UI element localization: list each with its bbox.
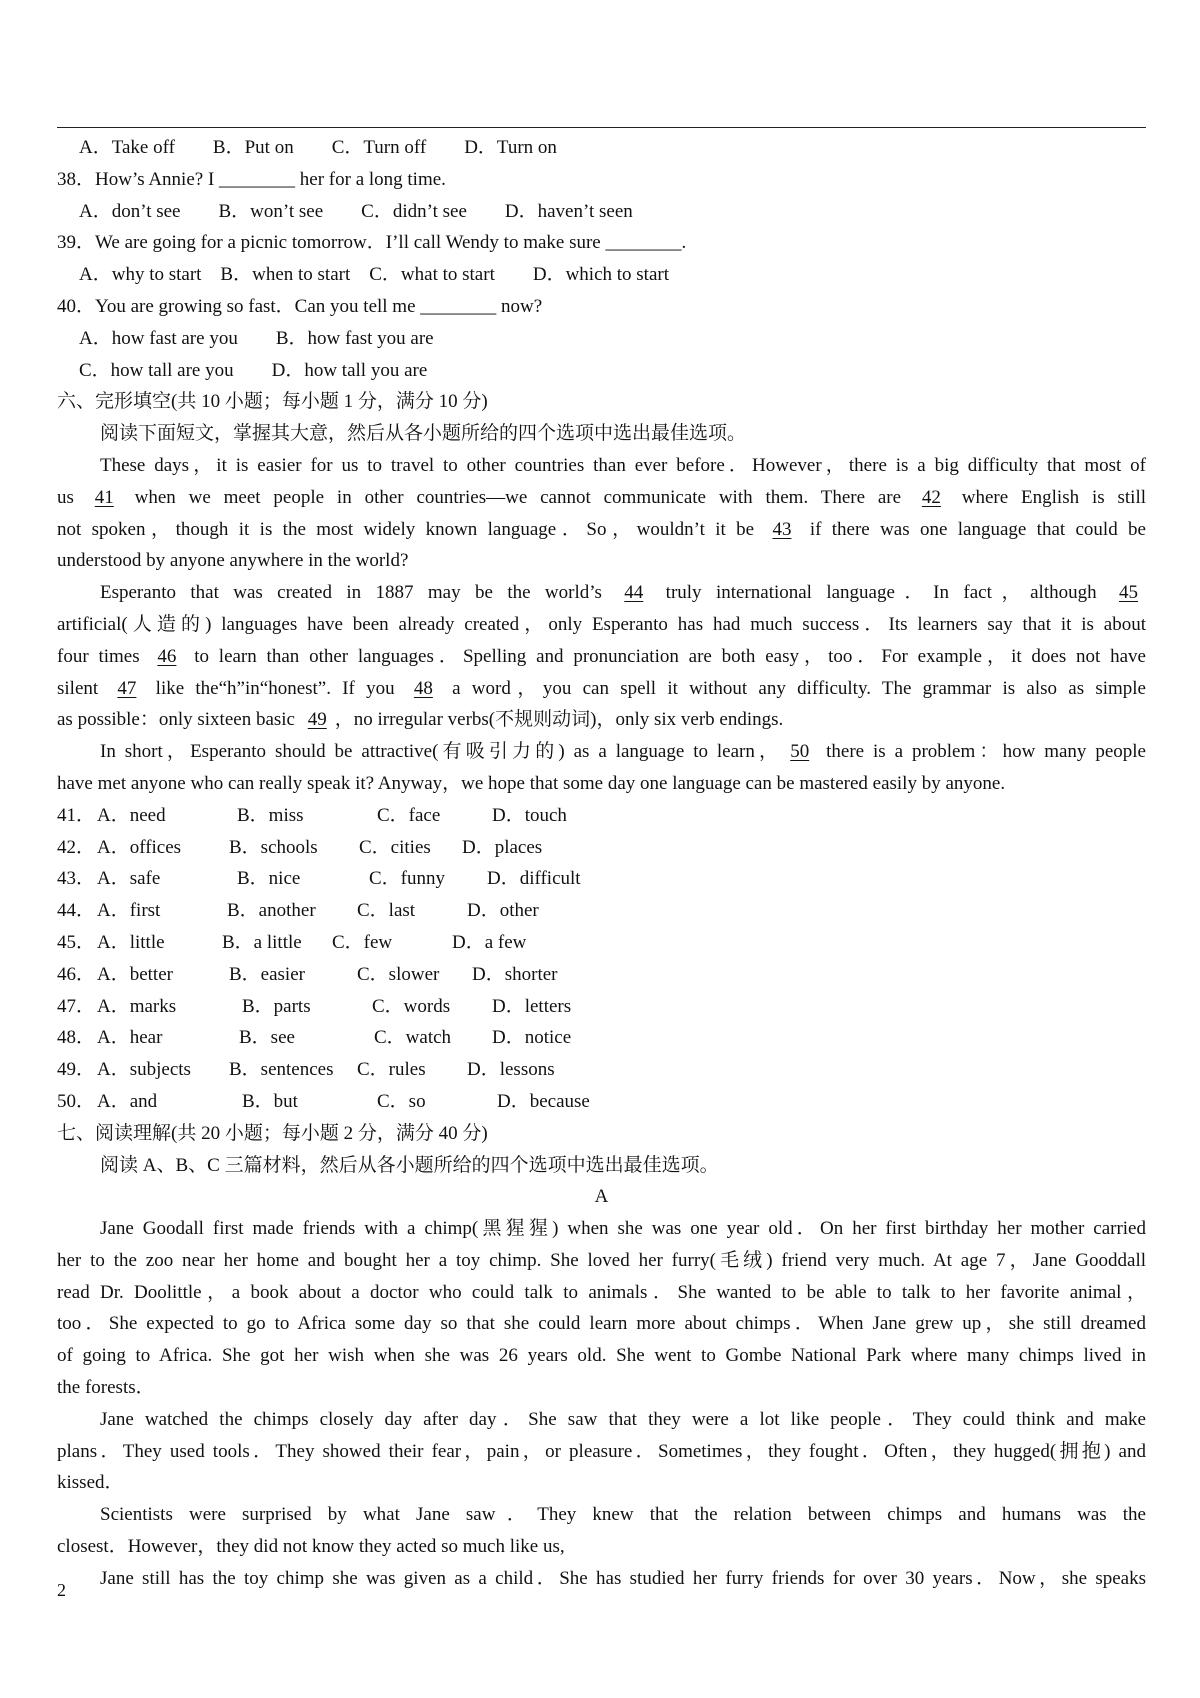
text-segment: to learn than other languages．Spelling and pronunciation are both easy，too．For example，it does not have [184,645,1146,667]
text-line [57,736,1146,768]
option-b: B．sentences [229,1059,334,1081]
cloze-option-row [57,927,1146,959]
section6-heading: 六、完形填空(共 10 小题；每小题 1 分，满分 10 分) [57,391,488,413]
option-b: B．easier [229,963,305,985]
cloze-paragraph-3 [57,736,1146,800]
option-a: A．hear [97,1027,163,1049]
option-a: A．and [97,1090,158,1112]
text-line [57,482,1146,514]
q37-options: A．Take off B．Put on C．Turn off D．Turn on [79,137,557,158]
text-segment: have met anyone who can really speak it? Anyway，we hope that some day one language can be mastered easily by anyone. [57,772,1006,794]
section6-instruction: 阅读下面短文，掌握其大意，然后从各小题所给的四个选项中选出最佳选项。 [100,423,747,445]
option-num: 47． [57,995,96,1017]
text-segment: us [57,486,87,508]
q38-options: A．don’t see B．won’t see C．didn’t see D．haven’t seen [79,200,633,222]
option-num: 46． [57,963,96,985]
text-line: closest．However，they did not know they acted so much like us, [57,1536,565,1558]
text-line: the forests． [57,1377,155,1399]
q40-options-ab: A．how fast are you B．how fast you are [79,327,434,349]
cloze-blank: 49 [307,709,327,731]
option-d: D．difficult [487,868,581,890]
option-c: C．so [377,1090,426,1112]
text-line: Scientists were surprised by what Jane saw．They knew that the relation between chimps and humans was the [100,1504,1146,1526]
text-line [57,545,1146,577]
text-segment: a word，you can spell it without any difficulty. The grammar is also as simple [440,677,1146,699]
cloze-option-row [57,800,1146,832]
cloze-option-row [57,832,1146,864]
passage-label: A [594,1186,609,1208]
cloze-blank: 42 [921,486,941,508]
text-line [57,514,1146,546]
option-a: A．subjects [97,1059,191,1081]
page-number: 2 [57,1580,66,1600]
text-segment: as possible：only sixteen basic [57,709,300,731]
text-line [57,577,1146,609]
text-line: kissed． [57,1472,124,1494]
text-segment: not spoken，though it is the most widely known language．So，wouldn’t it be [57,518,765,540]
option-a: A．marks [97,995,177,1017]
text-line: Jane watched the chimps closely day after day．She saw that they were a lot like people．They could think and make [100,1408,1146,1430]
option-num: 44． [57,900,96,922]
option-c: C．watch [374,1027,452,1049]
cloze-option-row [57,1086,1146,1118]
reading-paragraph-3 [57,1499,1146,1563]
question-40: 40．You are growing so fast．Can you tell me ________ now? [57,295,543,317]
cloze-blank: 45 [1119,582,1138,604]
cloze-option-row [57,863,1146,895]
header-rule [57,127,1146,128]
text-line [57,673,1146,705]
text-segment: In short，Esperanto should be attractive(有吸引力的) as a language to learn， [100,741,783,763]
option-c: C．face [377,804,441,826]
text-line: too．She expected to go to Africa some day so that she could learn more about chimps．When Jane grew up，she still dreamed [57,1313,1146,1335]
text-line: plans．They used tools．They showed their fear，pain，or pleasure．Sometimes，they fought．Often，they hugged(拥抱) and [57,1440,1146,1462]
option-num: 50． [57,1090,96,1112]
text-segment: artificial(人造的) languages have been already created，only Esperanto has had much success．Its learners say that it is about [57,613,1146,635]
reading-paragraph-1 [57,1213,1146,1404]
text-line [57,450,1146,482]
cloze-blank: 48 [413,677,433,699]
page-content [57,132,1146,1595]
text-segment: Esperanto that was created in 1887 may be the world’s [100,582,617,604]
text-line: her to the zoo near her home and bought her a toy chimp. She loved her furry(毛绒) friend very much. At age 7，Jane Gooddall [57,1249,1146,1271]
option-d: D．places [462,836,543,858]
text-segment: ，no irregular verbs(不规则动词)，only six verb endings. [334,709,784,731]
option-d: D．notice [492,1027,572,1049]
question-38: 38．How’s Annie? I ________ her for a long time. [57,168,446,190]
option-a: A．offices [97,836,182,858]
section7-heading: 七、阅读理解(共 20 小题；每小题 2 分，满分 40 分) [57,1122,488,1144]
cloze-option-row [57,1022,1146,1054]
text-segment: if there was one language that could be [799,518,1146,540]
cloze-paragraph-2 [57,577,1146,736]
option-b: B．schools [229,836,318,858]
text-segment: These days，it is easier for us to travel to other countries than ever before．However，there is a big difficulty that most of [100,454,1146,476]
cloze-blank: 41 [94,486,114,508]
option-a: A．little [97,931,165,953]
option-a: A．need [97,804,166,826]
option-d: D．lessons [467,1059,555,1081]
text-segment: there is a problem：how many people [817,741,1146,763]
text-line: Jane still has the toy chimp she was given as a child．She has studied her furry friends for over 30 years．Now，she speaks [100,1567,1146,1589]
text-segment: when we meet people in other countries—we cannot communicate with them. There are [121,486,914,508]
question-39: 39．We are going for a picnic tomorrow．I’ll call Wendy to make sure ________. [57,232,687,254]
text-segment: understood by anyone anywhere in the world? [57,550,409,572]
option-c: C．funny [369,868,446,890]
option-a: A．better [97,963,173,985]
option-c: C．slower [357,963,440,985]
cloze-option-row [57,991,1146,1023]
cloze-option-row [57,959,1146,991]
option-c: C．words [372,995,451,1017]
text-segment: truly international language．In fact，although [651,582,1111,604]
option-num: 43． [57,868,96,890]
cloze-blank: 44 [624,582,644,604]
cloze-blank: 46 [157,645,177,667]
option-d: D．shorter [472,963,558,985]
q40-options-cd: C．how tall are you D．how tall you are [79,359,428,381]
cloze-option-row [57,1054,1146,1086]
reading-paragraph-4 [57,1563,1146,1595]
option-b: B．parts [242,995,311,1017]
option-b: B．a little [222,931,302,953]
text-line: read Dr. Doolittle，a book about a doctor who could talk to animals．She wanted to be able to talk to her favorite animal， [57,1281,1146,1303]
text-line: Jane Goodall first made friends with a chimp(黑猩猩) when she was one year old．On her first birthday her mother carried [100,1218,1146,1240]
option-b: B．see [239,1027,295,1049]
text-segment: four times [57,645,150,667]
reading-paragraph-2 [57,1404,1146,1499]
option-b: B．another [227,900,316,922]
option-b: B．but [242,1090,298,1112]
cloze-blank: 50 [790,741,810,763]
text-line [57,641,1146,673]
option-d: D．because [497,1090,590,1112]
q39-options: A．why to start B．when to start C．what to start D．which to start [79,264,669,286]
option-num: 41． [57,804,96,826]
option-a: A．first [97,900,161,922]
section7-instruction: 阅读 A、B、C 三篇材料，然后从各小题所给的四个选项中选出最佳选项。 [100,1154,719,1176]
option-d: D．letters [492,995,572,1017]
option-b: B．nice [237,868,301,890]
option-d: D．other [467,900,539,922]
text-line [57,609,1146,641]
cloze-blank: 43 [772,518,792,540]
option-num: 48． [57,1027,96,1049]
text-line: of going to Africa. She got her wish when she was 26 years old. She went to Gombe National Park where many chimps lived in [57,1345,1146,1367]
cloze-option-row [57,895,1146,927]
option-b: B．miss [237,804,304,826]
option-num: 49． [57,1059,96,1081]
text-line [57,768,1146,800]
option-d: D．touch [492,804,567,826]
option-c: C．rules [357,1059,426,1081]
text-segment: silent [57,677,110,699]
cloze-blank: 47 [117,677,137,699]
option-c: C．few [332,931,393,953]
option-c: C．cities [359,836,431,858]
text-line [57,704,1146,736]
option-c: C．last [357,900,416,922]
option-d: D．a few [452,931,527,953]
option-a: A．safe [97,868,161,890]
option-num: 42． [57,836,96,858]
option-num: 45． [57,931,96,953]
cloze-options [57,800,1146,1118]
text-segment: where English is still [948,486,1146,508]
text-segment: like the“h”in“honest”. If you [144,677,406,699]
cloze-paragraph-1 [57,450,1146,577]
